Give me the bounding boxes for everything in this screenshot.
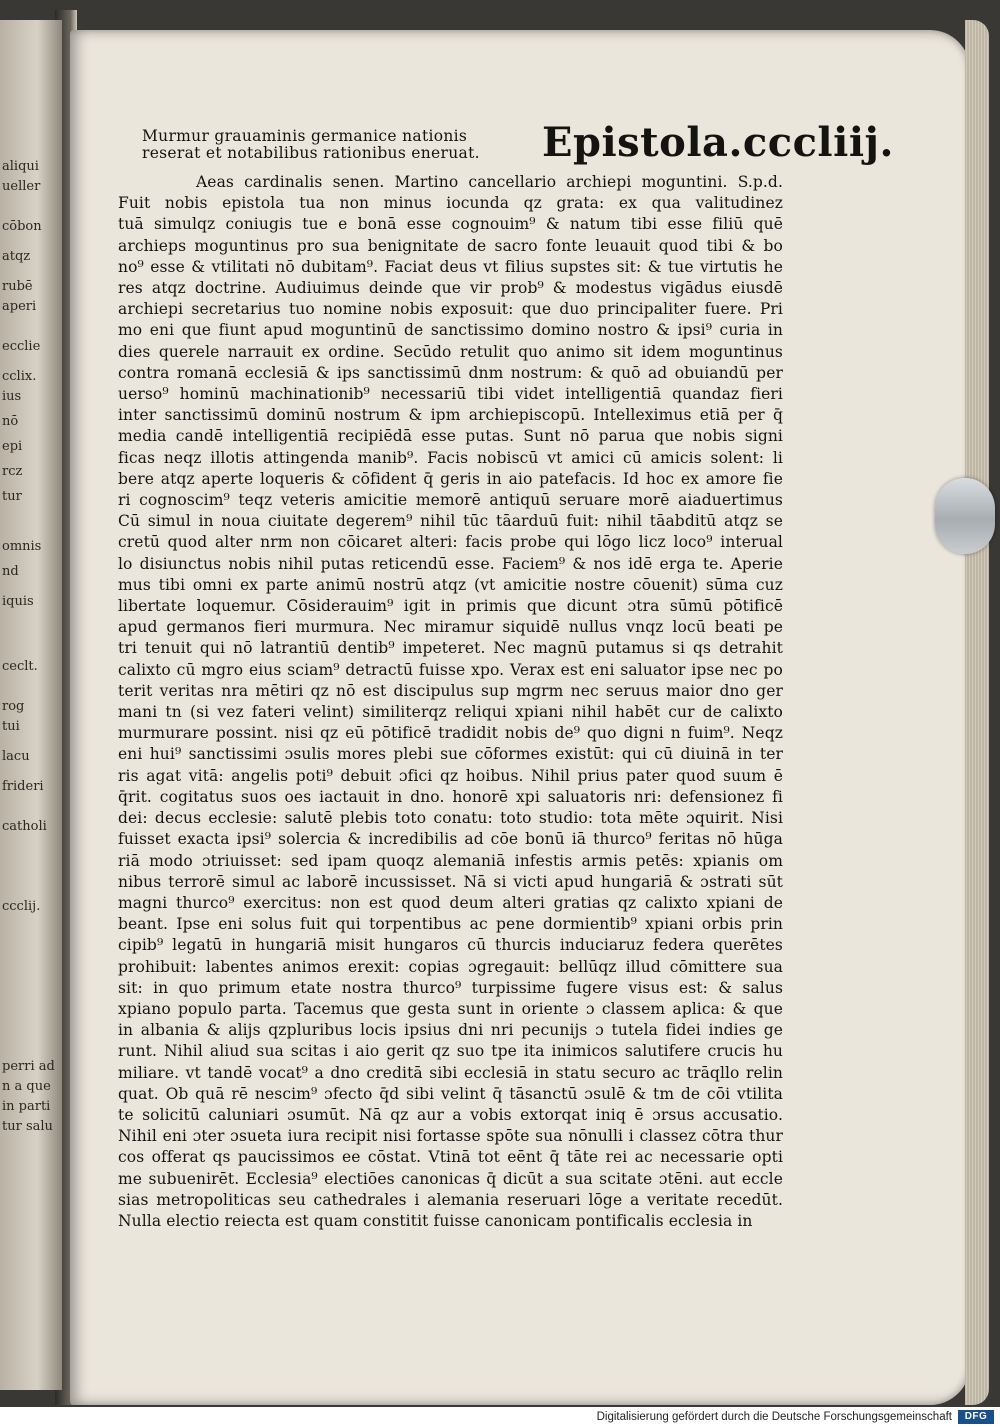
text-line: prohibuit: labentes animos erexit: copias ɔgregauit: bellūqz illud cōmittere sua	[118, 957, 783, 976]
text-line: sit: in quo primum etate nostra thurco⁹ turpissime fugere visus est: & salus	[118, 978, 783, 997]
text-line: dies querele narrauit ex ordine. Secūdo retulit quo animo sit idem moguntinus	[118, 342, 783, 361]
text-line: runt. Nihil aliud sua scitas i aio gerit qz suo tpe ita inimicos salutifere crucis hu	[118, 1042, 783, 1061]
text-line: miliare. vt tandē vocat⁹ a dno creditā sibi ecclesiā in statu securo ac trāqllo relin	[118, 1063, 783, 1082]
left-page-fragment: nō	[2, 414, 19, 429]
page-fore-edge	[965, 20, 989, 1405]
left-page-fragment: cclix.	[2, 369, 37, 384]
left-page-edge	[0, 20, 62, 1390]
text-line: uerso⁹ hominū machinationib⁹ necessariū tibi videt intelligentiā quandaz fieri	[118, 385, 783, 404]
footer-credit: Digitalisierung gefördert durch die Deutsche Forschungsgemeinschaft	[596, 1411, 952, 1423]
left-page-fragment: iquis	[2, 594, 34, 609]
book-clip	[935, 478, 995, 554]
text-line: riā modo ɔtriuisset: sed ipam quoqz alemaniā infestis armis petēs: xpianis om	[118, 851, 783, 870]
left-page-fragment: aliqui	[2, 159, 39, 174]
text-line: tuā simulqz coniugis tue e bonā esse cognouim⁹ & natum tibi esse filiū quē	[118, 215, 783, 234]
text-line: cipib⁹ legatū in hungariā misit hungaros cū thurcis induciaruz federa querētes	[118, 936, 783, 955]
left-page-fragment: tur salu	[2, 1119, 53, 1134]
epistle-heading: Epistola.cccliij.	[542, 119, 894, 166]
left-page-fragment: epi	[2, 439, 23, 454]
text-line: dei: decus ecclesie: salutē plebis toto conatu: toto studio: tota mēte ɔquirit. Nisi	[118, 809, 783, 828]
text-line: magni thurco⁹ exercitus: non est quod deum alteri gratias qz calixto xpiani de	[118, 893, 783, 912]
text-line: res atqz doctrine. Audiuimus deinde que vir prob⁹ & modestus vigādus eiusdē	[118, 279, 783, 298]
text-line: no⁹ esse & vtilitati nō dubitam⁹. Faciat deus vt filius supstes sit: & tue virtutis he	[118, 257, 783, 276]
text-line: ri cognoscim⁹ teqz veteris amicitie memorē antiquū seruare morē aiaduertimus	[118, 491, 783, 510]
text-line: Cū simul in noua ciuitate degerem⁹ nihil tūc tāarduū fuit: nihil tāabditū atqz se	[118, 512, 783, 531]
left-page-fragment: ueller	[2, 179, 41, 194]
left-page-fragment: rcz	[2, 464, 23, 479]
text-line: quat. Ob quā rē nescim⁹ ɔfecto q̄d sibi velint q̄ tāsanctū ɔsulē & tm de cōi vtilita	[118, 1084, 783, 1103]
text-line: contra romanā ecclesiā & ips sanctissimū dnm nostrum: & quō ad obuiandū per	[118, 363, 783, 382]
text-line: ris agat vitā: angelis poti⁹ debuit ɔfici qz hoibus. Nihil prius pater quod suum ē	[118, 766, 783, 785]
text-line: inter sanctissimū dominū nostrum & ipm archiepiscopū. Intelleximus etiā per q̄	[118, 406, 783, 425]
left-page-fragment: nd	[2, 564, 19, 579]
text-line: archiepi secretarius tuo nomine nobis exposuit: que duo principaliter fuere. Pri	[118, 300, 783, 319]
text-line: calixto cū mgro eius sciam⁹ detractū fuisse xpo. Verax est eni saluator ipse nec po	[118, 660, 783, 679]
epistle-summary	[142, 128, 532, 162]
text-line: Fuit nobis epistola tua non minus iocunda qz grata: ex qua valitudinez	[118, 194, 783, 213]
text-line: te solicitū caluniari ɔsumūt. Nā qz aur a vobis extorqat iniq ē ɔrsus accusatio.	[118, 1105, 783, 1124]
text-line: cos offerat qs paucissimos ee cōstat. Vtinā tot eēnt q̄ tāte rei ac necessarie opti	[118, 1148, 783, 1167]
text-line: terit veritas nra mētiri qz nō est discipulus sup mgrm nec seruus maior dno ger	[118, 681, 783, 700]
left-page-fragment: rog	[2, 699, 25, 714]
left-page-fragment: ius	[2, 389, 22, 404]
text-line: mo eni que fiunt apud moguntinū de sanctissimo domino nostro & ipsi⁹ curia in	[118, 321, 783, 340]
digitization-footer	[0, 1407, 1000, 1427]
left-page-fragment: perri ad	[2, 1059, 55, 1074]
text-line: Nulla electio reiecta est quam constitit fuisse canonicam pontificalis ecclesia in	[118, 1211, 753, 1230]
text-line: mus tibi omni ex parte animū nostrū atqz (vt amicitie nostre cōuenit) sūma cuz	[118, 575, 783, 594]
left-page-fragment: atqz	[2, 249, 31, 264]
text-line: eni hui⁹ sanctissimi ɔsulis mores plebi sue cōformes existūt: qui cū diuinā in ter	[118, 745, 783, 764]
text-line: murmurare possint. nisi qz eū pōtificē tradidit nobis de⁹ quo digni n fuim⁹. Neqz	[118, 724, 783, 743]
left-page-fragment: tur	[2, 489, 22, 504]
text-line: xpiano populo parta. Tacemus que gesta sunt in oriente ɔ classem aplica: & que	[118, 999, 783, 1018]
text-line: q̄rit. cogitatus suos oes iactauit in dno. honorē xpi saluatoris nri: defensionez fi	[118, 787, 783, 806]
text-line: mani tn (si vez fateri velint) similiterqz reliqui xpiani nihil habēt cur de calixto	[118, 703, 783, 722]
text-line: media candē intelligentiā recipiēdā esse putas. Sunt nō parua que nobis signi	[118, 427, 783, 446]
text-line: beant. Ipse eni solus fuit qui torpentibus ac pene dormientib⁹ xpiani orbis prin	[118, 915, 783, 934]
text-line: sias metropoliticas seu cathedrales i alemania reseruari lōge a veritate recedūt.	[118, 1190, 783, 1209]
dfg-logo: DFG	[958, 1410, 994, 1424]
left-page-fragment: frideri	[2, 779, 44, 794]
text-line: libertate loquemur. Cōsiderauim⁹ igit in primis que dicunt ɔtra sūmū pōtificē	[118, 597, 783, 616]
text-line: archieps moguntinus pro sua benignitate de sacro fonte leuauit quod tibi & bo	[118, 236, 783, 255]
left-page-fragment: aperi	[2, 299, 37, 314]
left-page-fragment: ecclie	[2, 339, 41, 354]
left-page-fragment: in parti	[2, 1099, 51, 1114]
left-page-fragment: tui	[2, 719, 20, 734]
left-page-fragment: n a que	[2, 1079, 51, 1094]
text-line: fuisset exacta ipsi⁹ solercia & incredibilis ad cōe bonū iā thurco⁹ feritas nō hūga	[118, 830, 783, 849]
left-page-fragment: cōbon	[2, 219, 42, 234]
text-line: bere atqz aperte loqueris & cōfident q̄ geris in aio patefacis. Id hoc ex amore fie	[118, 469, 783, 488]
text-line: me subuenirēt. Ecclesia⁹ electiōes canonicas q̄ dicūt a sua scitate ɔtēni. aut eccle	[118, 1169, 783, 1188]
text-line: Nihil eni ɔter ɔsueta iura recipit nisi fortasse spōte sua nōnulli i classez cōtra thur	[118, 1127, 783, 1146]
text-line: lo disiunctus nobis nihil putas reticendū esse. Faciem⁹ & nos idē erga te. Aperie	[118, 554, 783, 573]
text-line: cretū quod alter nrm non cōicaret alteri: facis probe qui lōgo licz loco⁹ interual	[118, 533, 783, 552]
left-page-fragment: rubē	[2, 279, 33, 294]
text-line: nibus terrorē simul ac laborē incussisset. Nā si victi apud hungariā & ɔstrati sūt	[118, 872, 783, 891]
left-page-fragment: ccclij.	[2, 899, 41, 914]
left-page-fragment: lacu	[2, 749, 30, 764]
left-page-fragment: omnis	[2, 539, 42, 554]
left-page-fragment: catholi	[2, 819, 47, 834]
text-line: in albania & alijs qzpluribus locis ipsius dni nri pecunijs ɔ tutela fidei indies ge	[118, 1021, 783, 1040]
text-line: apud germanos fieri murmura. Nec miramur siquidē nullus vnqz locū beati pe	[118, 618, 783, 637]
text-line: tri tenuit qui nō latrantiū dentib⁹ impeteret. Nec magnū putamus si qs detrahit	[118, 639, 783, 658]
summary-line: reserat et notabilibus rationibus eneruat.	[142, 144, 480, 162]
epistle-body	[118, 172, 783, 1232]
summary-line: Murmur grauaminis germanice nationis	[142, 127, 468, 145]
text-line: ficas neqz illotis attingenda manib⁹. Facis nobiscū vt amici cū amicis solent: li	[118, 448, 783, 467]
left-page-fragment: ceclt.	[2, 659, 38, 674]
salutation-line: Aeas cardinalis senen. Martino cancellario archiepi moguntini. S.p.d.	[196, 173, 783, 191]
